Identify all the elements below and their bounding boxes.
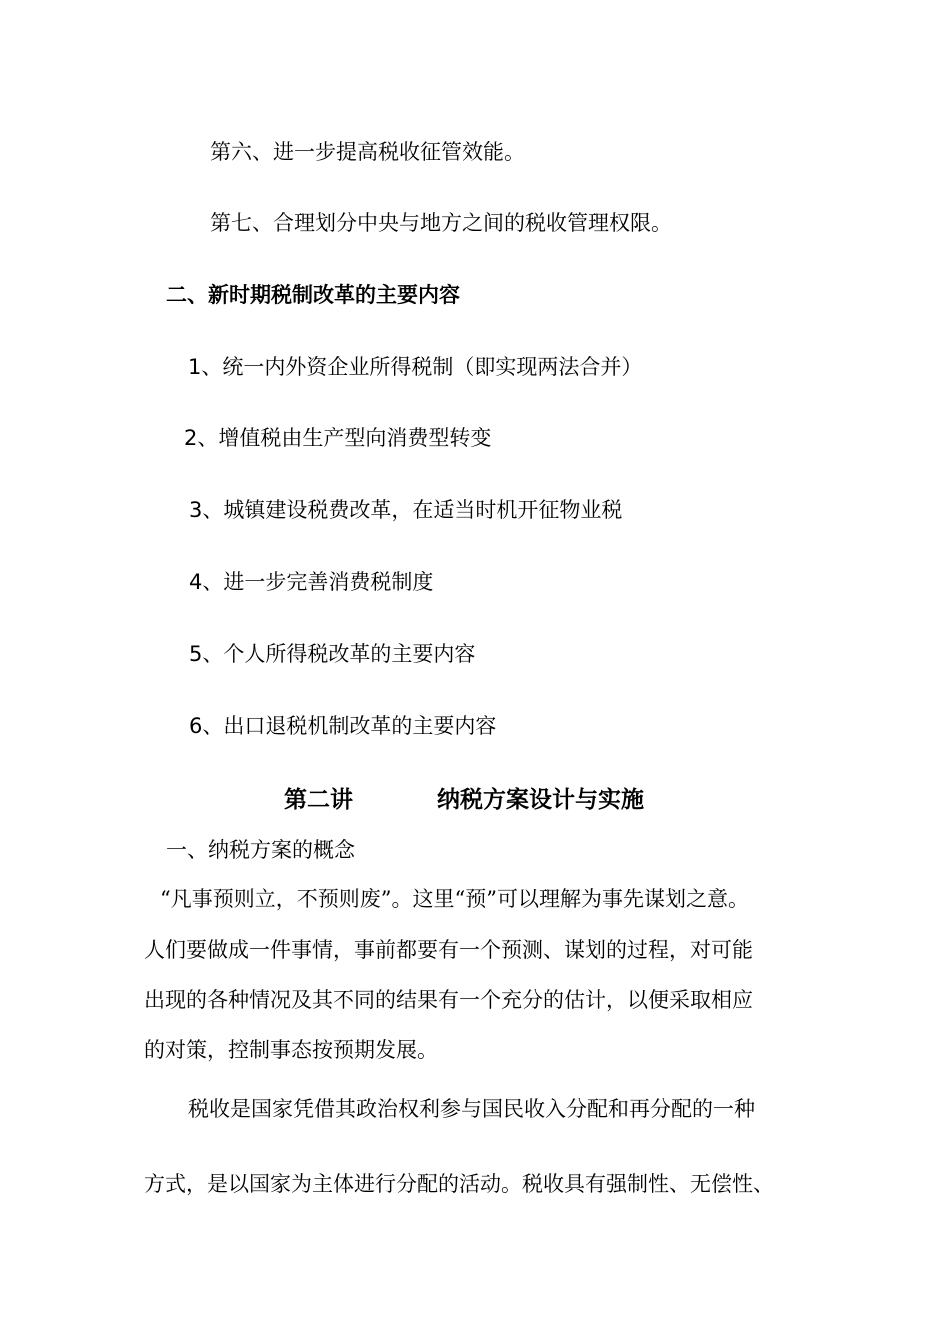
- paragraph-line: 人们要做成一件事情，事前都要有一个预测、谋划的过程，对可能: [144, 938, 753, 962]
- list-item: 5、个人所得税改革的主要内容: [189, 642, 476, 666]
- lecture-title: 纳税方案设计与实施: [437, 787, 644, 813]
- list-item: 4、进一步完善消费税制度: [189, 570, 434, 594]
- paragraph-line: 的对策，控制事态按预期发展。: [144, 1038, 438, 1062]
- subsection-heading: 一、纳税方案的概念: [166, 838, 355, 862]
- list-item: 1、统一内外资企业所得税制（即实现两法合并）: [188, 355, 643, 379]
- lecture-number: 第二讲: [284, 787, 353, 813]
- list-item: 2、增值税由生产型向消费型转变: [184, 426, 492, 450]
- paragraph-line: 出现的各种情况及其不同的结果有一个充分的估计，以便采取相应: [144, 988, 753, 1012]
- paragraph-line: 税收是国家凭借其政治权利参与国民收入分配和再分配的一种: [188, 1097, 755, 1121]
- list-item: 3、城镇建设税费改革，在适当时机开征物业税: [189, 498, 623, 522]
- reform-item-7: 第七、合理划分中央与地方之间的税收管理权限。: [210, 211, 672, 235]
- paragraph-line: 方式，是以国家为主体进行分配的活动。税收具有强制性、无偿性、: [144, 1172, 774, 1196]
- paragraph-line: “凡事预则立，不预则废”。这里“预”可以理解为事先谋划之意。: [160, 887, 749, 911]
- reform-item-6: 第六、进一步提高税收征管效能。: [210, 140, 525, 164]
- list-item: 6、出口退税机制改革的主要内容: [189, 714, 497, 738]
- section-heading: 二、新时期税制改革的主要内容: [166, 283, 460, 307]
